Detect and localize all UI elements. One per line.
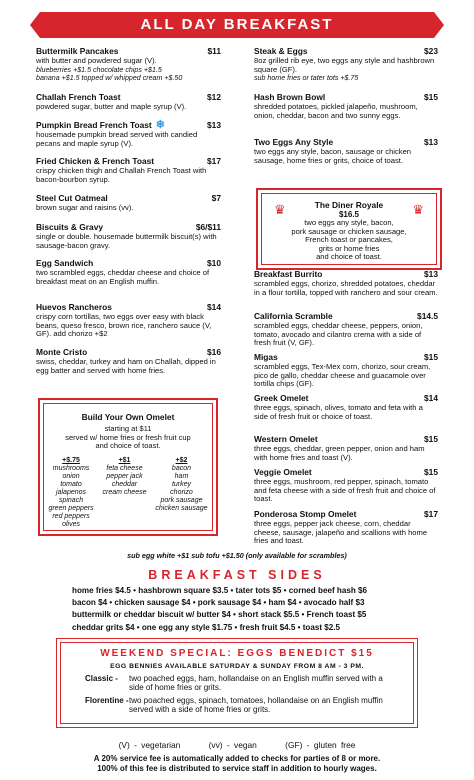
menu-item <box>254 434 438 462</box>
menu-item <box>36 92 221 112</box>
benedict-label: Florentine - <box>85 696 129 705</box>
menu-item <box>254 269 438 297</box>
omelet-topping-columns <box>44 457 212 529</box>
menu-item-name: Veggie Omelet <box>254 467 312 477</box>
menu-item-name: Two Eggs Any Style <box>254 137 334 147</box>
topping-item: spinach <box>58 496 84 504</box>
menu-item-name: Biscuits & Gravy <box>36 222 104 232</box>
menu-item-name: Buttermilk Pancakes <box>36 46 119 56</box>
menu-item-price: $17 <box>424 509 438 519</box>
menu-item-name: Ponderosa Stomp Omelet <box>254 509 357 519</box>
topping-item: green peppers <box>48 504 94 512</box>
menu-item-price: $14 <box>207 302 221 312</box>
royale-title: The Diner Royale <box>314 200 384 210</box>
menu-item <box>254 137 438 165</box>
benedict-desc: two poached eggs, spinach, tomatoes, hollandaise on an English muffin served with a side of home fries or grits. <box>129 696 383 714</box>
menu-item-addon: banana +$1.5 topped w/ whipped cream +$.50 <box>36 73 183 82</box>
topping-item: chorizo <box>170 488 193 496</box>
breakfast-sides-list <box>72 585 412 634</box>
menu-item-description: housemade pumpkin bread served with candied pecans and maple syrup (V). <box>36 130 198 148</box>
menu-item <box>254 92 438 120</box>
royale-desc-line: two eggs any style, bacon, <box>304 218 394 227</box>
menu-item-description: two eggs any style, bacon, sausage or chicken sausage, home fries or grits, choice of toast. <box>254 147 412 165</box>
diner-royale-box <box>256 188 442 270</box>
egg-substitution-note: sub egg white +$1 sub tofu +$1.50 (only available for scrambles) <box>127 551 347 560</box>
legend-vegetarian: (V) - vegetarian <box>118 740 181 750</box>
menu-item-name: California Scramble <box>254 311 333 321</box>
royale-price: $16.5 <box>338 210 360 219</box>
benedict-classic-row <box>61 674 413 692</box>
menu-item-price: $15 <box>424 352 438 362</box>
menu-item-price: $13 <box>424 269 438 279</box>
menu-item <box>254 311 438 348</box>
sides-line: cheddar grits $4 • one egg any style $1.75 • fresh fruit $4.5 • toast $2.5 <box>72 622 341 632</box>
menu-item-price: $17 <box>207 156 221 166</box>
royale-desc-line: French toast or pancakes, <box>305 235 393 245</box>
topping-item: pepper jack <box>106 472 143 480</box>
topping-item: turkey <box>171 480 191 488</box>
menu-item-description: 8oz grilled rib eye, two eggs any style and hashbrown square (GF). <box>254 56 435 74</box>
omelet-text-line: starting at $11 <box>104 424 152 433</box>
menu-item-description: three eggs, mushroom, red pepper, spinach, tomato and feta cheese with a side of fresh fruit and choice of toast. <box>254 477 436 504</box>
service-fee-note <box>0 754 474 774</box>
menu-item-price: $23 <box>424 46 438 56</box>
menu-item-name: Western Omelet <box>254 434 318 444</box>
menu-item-description: scrambled eggs, chorizo, shredded potatoes, cheddar in a flour tortilla, topped with ranchero and sour cream. <box>254 279 438 297</box>
build-your-own-omelet-box <box>38 398 218 536</box>
menu-item-description: single or double. housemade buttermilk biscuit(s) with sausage-bacon gravy. <box>36 232 217 250</box>
royale-desc-line: and choice of toast. <box>316 252 382 262</box>
menu-item-price: $7 <box>211 193 221 203</box>
menu-item-price: $6/$11 <box>195 222 221 232</box>
omelet-text-line: and choice of toast. <box>95 441 161 451</box>
menu-item-price: $15 <box>424 434 438 444</box>
topping-item: ham <box>174 472 189 480</box>
omelet-topping-column <box>103 457 147 529</box>
menu-item-price: $16 <box>207 347 221 357</box>
menu-title-banner <box>40 12 434 38</box>
topping-item: onion <box>62 472 80 480</box>
menu-item <box>254 46 438 82</box>
topping-item: mushrooms <box>52 464 90 472</box>
benedict-florentine-row <box>61 696 413 714</box>
menu-title: ALL DAY BREAKFAST <box>140 16 334 33</box>
footer-line: 100% of this fee is distributed to service staff in addition to hourly wages. <box>97 764 377 773</box>
menu-item <box>36 258 221 286</box>
sides-line: buttermilk or cheddar biscuit w/ butter $4 • short stack $5.5 • French toast $5 <box>72 610 367 620</box>
menu-item-description: scrambled eggs, cheddar cheese, peppers, onion, tomato, avocado and cilantro crema with a side of fresh fruit (V, GF). <box>254 321 423 348</box>
topping-price: +$.75 <box>62 456 80 464</box>
topping-item: tomato <box>60 480 82 488</box>
menu-item <box>36 222 221 250</box>
menu-item-price: $15 <box>424 92 438 102</box>
menu-item <box>36 347 221 375</box>
menu-item-description: brown sugar and raisins (vv). <box>36 203 134 212</box>
menu-item-description: swiss, cheddar, turkey and ham on Challah, dipped in egg batter and served with home fries. <box>36 357 216 375</box>
topping-item: chicken sausage <box>155 504 208 512</box>
omelet-text-line: served w/ home fries or fresh fruit cup <box>65 432 191 442</box>
benedict-desc: two poached eggs, ham, hollandaise on an English muffin served with a side of home fries or grits. <box>129 674 383 692</box>
sides-line: bacon $4 • chicken sausage $4 • pork sausage $4 • ham $4 • avocado half $3 <box>72 598 365 608</box>
menu-item-name: Breakfast Burrito <box>254 269 323 279</box>
menu-item-description: two scrambled eggs, cheddar cheese and choice of breakfast meat on an English muffin. <box>36 268 210 286</box>
menu-item-addon: sub home fries or tater tots +$.75 <box>254 74 359 83</box>
weekend-special-box <box>56 638 418 728</box>
crown-icon: ♛ <box>412 202 424 217</box>
dietary-legend <box>0 740 474 750</box>
menu-item <box>36 156 221 184</box>
legend-gluten-free: (GF) - gluten free <box>285 740 356 750</box>
footer-line: A 20% service fee is automatically added to checks for parties of 8 or more. <box>93 754 381 763</box>
menu-item-name: Steel Cut Oatmeal <box>36 193 108 203</box>
menu-item <box>254 393 438 421</box>
menu-item <box>36 46 221 82</box>
menu-item-description: crispy corn tortillas, two eggs over easy with black beans, queso fresco, brown rice, ranchero sauce (V, GF). add chorizo +$2 <box>36 312 212 339</box>
menu-item-name: Pumpkin Bread French Toast <box>36 120 152 130</box>
menu-item-description: powdered sugar, butter and maple syrup (V). <box>36 102 187 111</box>
menu-item-name: Egg Sandwich <box>36 258 94 268</box>
menu-item-price: $14.5 <box>417 311 438 321</box>
omelet-topping-column <box>155 457 207 529</box>
topping-item: red peppers <box>52 512 90 520</box>
menu-item <box>254 467 438 504</box>
topping-item: olives <box>62 520 80 528</box>
menu-item <box>36 193 221 213</box>
menu-item-description: with butter and powdered sugar (V). <box>36 56 157 65</box>
menu-item-price: $11 <box>207 46 221 56</box>
topping-item: pork sausage <box>160 496 203 504</box>
omelet-topping-column <box>48 457 93 529</box>
menu-item-name: Monte Cristo <box>36 347 88 357</box>
weekend-special-availability: EGG BENNIES AVAILABLE SATURDAY & SUNDAY FROM 8 AM - 3 PM. <box>110 663 364 670</box>
omelet-title: Build Your Own Omelet <box>81 412 175 422</box>
topping-item: cheddar <box>111 480 138 488</box>
menu-item <box>36 120 221 148</box>
menu-item-description: scrambled eggs, Tex-Mex corn, chorizo, sour cream, pico de gallo, cheddar cheese and guacamole over tortilla chips (GF). <box>254 362 431 389</box>
menu-item-description: three eggs, cheddar, green pepper, onion and ham with home fries and toast (V). <box>254 444 425 462</box>
menu-item-name: Fried Chicken & French Toast <box>36 156 155 166</box>
topping-item: bacon <box>171 464 191 472</box>
menu-item <box>36 302 221 339</box>
menu-item-price: $13 <box>424 137 438 147</box>
crown-icon: ♛ <box>274 202 286 217</box>
snowflake-icon: ❄ <box>155 119 165 131</box>
menu-item-description: three eggs, spinach, olives, tomato and feta with a side of fresh fruit or choice of toast. <box>254 403 423 421</box>
menu-item-name: Challah French Toast <box>36 92 121 102</box>
menu-item <box>254 509 438 546</box>
topping-item: cream cheese <box>102 488 147 496</box>
menu-item-price: $15 <box>424 467 438 477</box>
royale-desc-line: pork sausage or chicken sausage, <box>291 226 407 236</box>
topping-item: feta cheese <box>106 464 143 472</box>
menu-item <box>254 352 438 389</box>
menu-item-name: Migas <box>254 352 278 362</box>
weekend-special-title: WEEKEND SPECIAL: EGGS BENEDICT $15 <box>100 648 374 659</box>
royale-desc-line: grits or home fries <box>318 243 380 253</box>
menu-item-price: $10 <box>207 258 221 268</box>
menu-item-price: $13 <box>207 120 221 130</box>
breakfast-sides-title: BREAKFAST SIDES <box>148 568 326 582</box>
menu-item-name: Steak & Eggs <box>254 46 308 56</box>
menu-item-name: Huevos Rancheros <box>36 302 112 312</box>
menu-item-price: $12 <box>207 92 221 102</box>
menu-item-name: Hash Brown Bowl <box>254 92 326 102</box>
menu-item-addon: blueberries +$1.5 chocolate chips +$1.5 <box>36 65 162 74</box>
topping-price: +$1 <box>118 456 131 464</box>
benedict-label: Classic - <box>85 674 118 683</box>
menu-item-description: crispy chicken thigh and Challah French Toast with bacon-bourbon syrup. <box>36 166 207 184</box>
topping-item: jalapenos <box>56 488 87 496</box>
menu-item-description: shredded potatoes, pickled jalapeño, mushroom, onion, cheddar, bacon and two sunny eggs. <box>254 102 418 120</box>
menu-item-name: Greek Omelet <box>254 393 309 403</box>
menu-item-description: three eggs, pepper jack cheese, corn, cheddar cheese, sausage, jalapeño and scallions with home fries and toast. <box>254 519 428 546</box>
menu-item-price: $14 <box>424 393 438 403</box>
legend-vegan: (vv) - vegan <box>208 740 257 750</box>
sides-line: home fries $4.5 • hashbrown square $3.5 • tater tots $5 • corned beef hash $6 <box>72 586 368 595</box>
topping-price: +$2 <box>175 456 188 464</box>
